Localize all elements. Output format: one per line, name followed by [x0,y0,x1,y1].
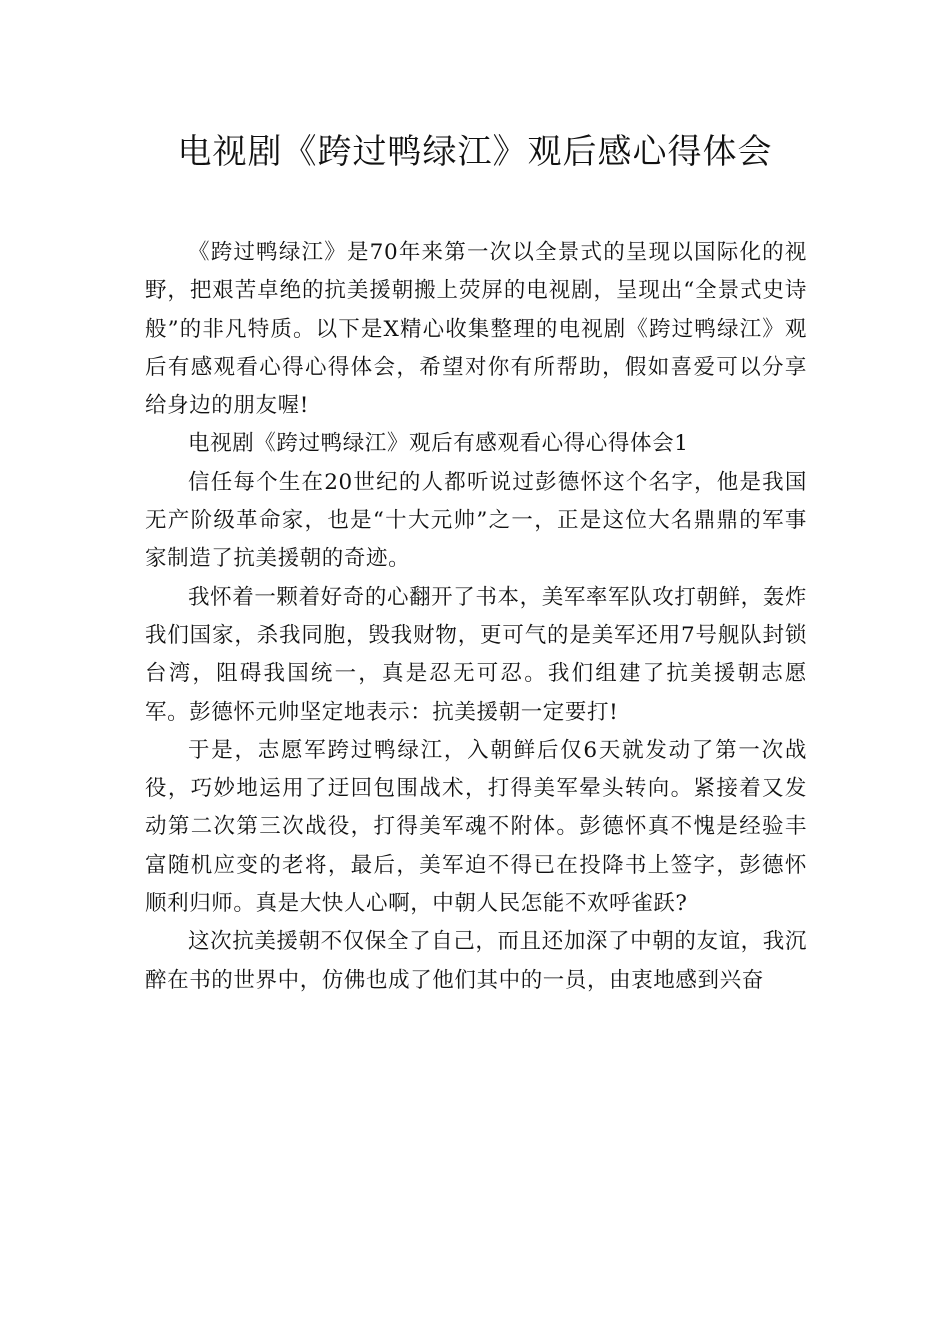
intro-paragraph: 《跨过鸭绿江》是70年来第一次以全景式的呈现以国际化的视野，把艰苦卓绝的抗美援朝搬上荧屏的电视剧，呈现出“全景式史诗般”的非凡特质。以下是X精心收集整理的电视剧《跨过鸭绿江》观后有感观看心得心得体会，希望对你有所帮助，假如喜爱可以分享给身边的朋友喔! [145,240,807,419]
body-paragraph: 信任每个生在20世纪的人都听说过彭德怀这个名字，他是我国无产阶级革命家，也是“十大元帅”之一，正是这位大名鼎鼎的军事家制造了抗美援朝的奇迹。 [145,469,807,572]
body-paragraph: 于是，志愿军跨过鸭绿江，入朝鲜后仅6天就发动了第一次战役，巧妙地运用了迂回包围战术，打得美军晕头转向。紧接着又发动第二次第三次战役，打得美军魂不附体。彭德怀真不愧是经验丰富随机应变的老将，最后，美军迫不得已在投降书上签字，彭德怀顺利归师。真是大快人心啊，中朝人民怎能不欢呼雀跃? [145,737,807,917]
document-body [145,234,807,1000]
section-heading: 电视剧《跨过鸭绿江》观后有感观看心得心得体会1 [188,431,689,457]
body-paragraph: 这次抗美援朝不仅保全了自己，而且还加深了中朝的友谊，我沉醉在书的世界中，仿佛也成了他们其中的一员，由衷地感到兴奋 [145,929,807,993]
body-paragraph: 我怀着一颗着好奇的心翻开了书本，美军率军队攻打朝鲜，轰炸我们国家，杀我同胞，毁我财物，更可气的是美军还用7号舰队封锁台湾，阻碍我国统一，真是忍无可忍。我们组建了抗美援朝志愿军。彭德怀元帅坚定地表示：抗美援朝一定要打! [145,584,807,725]
document-title: 电视剧《跨过鸭绿江》观后感心得体会 [177,132,773,172]
